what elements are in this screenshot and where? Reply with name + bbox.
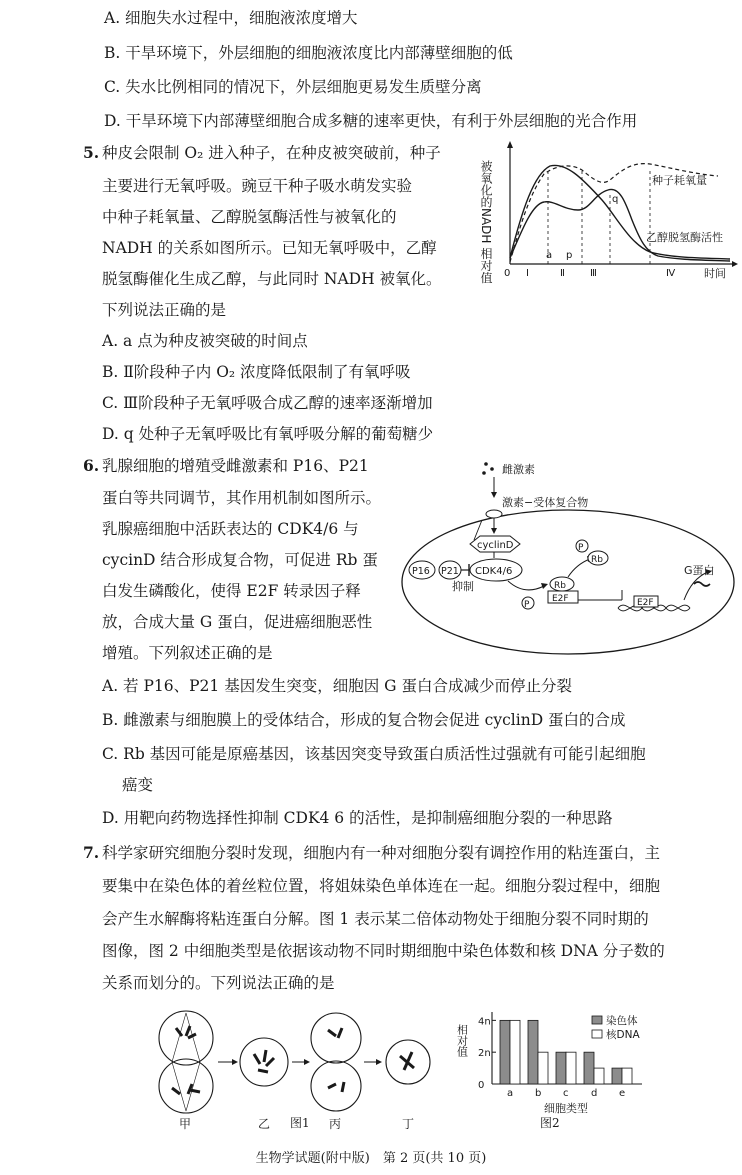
q5-stem-line: 下列说法正确的是 bbox=[102, 301, 227, 319]
chromosomes-ding bbox=[400, 1052, 414, 1070]
q6-option-b: B. 雌激素与细胞膜上的受体结合，形成的复合物会促进 cyclinD 蛋白的合成 bbox=[102, 711, 626, 729]
q4-option-b: B. 干旱环境下，外层细胞的细胞液浓度比内部薄壁细胞的低 bbox=[104, 44, 513, 62]
rb-free-label: Rb bbox=[591, 555, 603, 565]
chart-bar-b-dna bbox=[538, 1052, 548, 1084]
chart-category-label: c bbox=[563, 1088, 569, 1099]
chart-category-label: d bbox=[591, 1088, 598, 1099]
chart-ytick-label: 2n bbox=[478, 1048, 491, 1060]
q7-number: 7. bbox=[83, 843, 100, 862]
q5-option-b: B. Ⅱ阶段种子内 O₂ 浓度降低限制了有氧呼吸 bbox=[102, 363, 411, 381]
estrogen-dot bbox=[484, 462, 488, 466]
arrow-head bbox=[541, 583, 548, 589]
q6-stem-line: 放，合成大量 G 蛋白，促进癌细胞恶性 bbox=[102, 613, 373, 631]
q5-stage-3: Ⅲ bbox=[590, 268, 597, 279]
arrow-head bbox=[304, 1059, 310, 1065]
chromosomes-yi bbox=[254, 1050, 274, 1072]
legend-chromosome: 染色体 bbox=[606, 1015, 638, 1027]
q5-stem-line: 主要进行无氧呼吸。豌豆干种子吸水萌发实验 bbox=[102, 177, 413, 195]
q5-option-c: C. Ⅲ阶段种子无氧呼吸合成乙醇的速率逐渐增加 bbox=[102, 394, 433, 412]
arrow-cdk-rb bbox=[508, 581, 544, 590]
q6-option-c-cont: 癌变 bbox=[122, 776, 154, 794]
q5-ylabel: 被氧化的NADH 相对值 bbox=[479, 160, 493, 284]
page-footer: 生物学试题(附中版) 第 2 页(共 10 页) bbox=[255, 1151, 487, 1166]
rb-label: Rb bbox=[554, 581, 566, 591]
chart-bar-a-dna bbox=[510, 1020, 520, 1084]
cell-bing-top bbox=[311, 1013, 361, 1063]
q6-stem-line: 白发生磷酸化，使得 E2F 转录因子释 bbox=[102, 582, 361, 600]
legend-chromosome-swatch bbox=[592, 1016, 602, 1024]
chart-ytick-label: 0 bbox=[478, 1080, 485, 1091]
chart-bar-e-chromosome bbox=[612, 1068, 622, 1084]
legend-dna: 核DNA bbox=[606, 1029, 640, 1041]
phosphate-label-2: P bbox=[578, 543, 584, 553]
q5-stage-1: Ⅰ bbox=[526, 268, 529, 279]
estrogen-dot bbox=[482, 471, 486, 475]
fig1-label-ding: 丁 bbox=[402, 1117, 415, 1131]
g-protein-label: G蛋白 bbox=[684, 564, 715, 577]
q5-point-a: a bbox=[546, 250, 553, 261]
arrow-release bbox=[568, 559, 590, 577]
cell-jia-bottom bbox=[159, 1059, 213, 1113]
q7-stem-line: 会产生水解酶将粘连蛋白分解。图 1 表示某二倍体动物处于细胞分裂不同时期的 bbox=[102, 910, 649, 928]
chromosomes-jia bbox=[172, 1026, 200, 1094]
estrogen-dot bbox=[490, 467, 494, 471]
q6-option-a: A. 若 P16、P21 基因发生突变，细胞因 G 蛋白合成减少而停止分裂 bbox=[102, 677, 572, 695]
p16-label: P16 bbox=[412, 566, 430, 577]
q5-curve-figure bbox=[479, 140, 740, 288]
g-protein-shape bbox=[694, 582, 710, 586]
chart-bar-b-chromosome bbox=[528, 1020, 538, 1084]
q5-option-a: A. a 点为种皮被突破的时间点 bbox=[102, 332, 308, 350]
q6-stem-line: 增殖。下列叙述正确的是 bbox=[102, 644, 273, 662]
q5-curve1-label: 种子耗氧量 bbox=[652, 174, 707, 187]
arrow-head bbox=[232, 1059, 238, 1065]
q5-origin: 0 bbox=[504, 268, 511, 279]
q6-stem-line: 蛋白等共同调节，其作用机制如图所示。 bbox=[102, 489, 382, 507]
q5-stage-4: Ⅳ bbox=[666, 268, 676, 279]
q5-xlabel: 时间 bbox=[704, 267, 726, 280]
arrow-head bbox=[491, 528, 497, 534]
q7-stem-line: 关系而划分的。下列说法正确的是 bbox=[102, 974, 335, 992]
spindle-jia bbox=[172, 1013, 200, 1111]
q6-option-c: C. Rb 基因可能是原癌基因，该基因突变导致蛋白质活性过强就有可能引起细胞 bbox=[102, 745, 646, 763]
q6-pathway-figure bbox=[398, 460, 738, 658]
q5-curve2-label: 乙醇脱氢酶活性 bbox=[646, 231, 723, 244]
cell-bing-bottom bbox=[311, 1061, 361, 1111]
chart-category-label: a bbox=[507, 1088, 514, 1099]
q5-stem-line: NADH 的关系如图所示。已知无氧呼吸中，乙醇 bbox=[102, 239, 437, 257]
e2f-bound-label: E2F bbox=[637, 598, 654, 608]
q4-option-a: A. 细胞失水过程中，细胞液浓度增大 bbox=[104, 9, 358, 27]
q5-point-p: p bbox=[566, 250, 573, 261]
q6-number: 6. bbox=[83, 456, 100, 475]
chart-ylabel: 相对值 bbox=[455, 1024, 469, 1057]
cyclind-label: cyclinD bbox=[477, 540, 514, 551]
q5-stem-line: 种皮会限制 O₂ 进入种子，在种皮被突破前，种子 bbox=[102, 144, 441, 162]
q5-point-q: q bbox=[612, 194, 619, 205]
q7-stem-line: 图像，图 2 中细胞类型是依据该动物不同时期细胞中染色体数和核 DNA 分子数的 bbox=[102, 942, 665, 960]
arrow-head bbox=[491, 492, 497, 498]
chromosomes-bing bbox=[328, 1028, 344, 1092]
q4-option-d: D. 干旱环境下内部薄壁细胞合成多糖的速率更快，有利于外层细胞的光合作用 bbox=[104, 112, 638, 130]
chart-xlabel: 细胞类型 bbox=[544, 1102, 588, 1115]
q7-stem-line: 科学家研究细胞分裂时发现，细胞内有一种对细胞分裂有调控作用的粘连蛋白，主 bbox=[102, 844, 661, 862]
q6-stem-line: cycinD 结合形成复合物，可促进 Rb 蛋 bbox=[102, 551, 378, 569]
q5-option-d: D. q 处种子无氧呼吸比有氧呼吸分解的葡萄糖少 bbox=[102, 425, 434, 443]
arrow-head bbox=[376, 1059, 382, 1065]
chart-category-label: b bbox=[535, 1088, 542, 1099]
q6-option-d: D. 用靶向药物选择性抑制 CDK4 6 的活性，是抑制癌细胞分裂的一种思路 bbox=[102, 809, 613, 827]
e2f-label: E2F bbox=[552, 594, 569, 604]
cell-jia-top bbox=[159, 1011, 213, 1065]
q5-nadh-curve bbox=[510, 189, 730, 261]
chart-bar-a-chromosome bbox=[500, 1020, 510, 1084]
fig1-label-jia: 甲 bbox=[179, 1117, 192, 1131]
q5-number: 5. bbox=[83, 143, 100, 162]
q5-stem-line: 脱氢酶催化生成乙醇，与此同时 NADH 被氧化。 bbox=[102, 270, 442, 288]
estrogen-label: 雌激素 bbox=[502, 463, 535, 476]
fig2-caption: 图2 bbox=[540, 1116, 560, 1130]
q5-stem-line: 中种子耗氧量、乙醇脱氢酶活性与被氧化的 bbox=[102, 208, 397, 226]
q6-stem-line: 乳腺癌细胞中活跃表达的 CDK4/6 与 bbox=[102, 520, 359, 538]
cdk46-label: CDK4/6 bbox=[475, 566, 513, 577]
chart-bar-c-chromosome bbox=[556, 1052, 566, 1084]
q5-y-arrow bbox=[507, 141, 513, 148]
q7-stem-line: 要集中在染色体的着丝粒位置，将姐妹染色单体连在一起。细胞分裂过程中，细胞 bbox=[102, 877, 661, 895]
chart-bar-d-dna bbox=[594, 1068, 604, 1084]
inhibit-label: 抑制 bbox=[452, 580, 474, 593]
q4-option-c: C. 失水比例相同的情况下，外层细胞更易发生质壁分离 bbox=[104, 78, 482, 96]
complex-label: 激素−受体复合物 bbox=[502, 496, 589, 509]
legend-dna-swatch bbox=[592, 1030, 602, 1038]
fig1-caption: 图1 bbox=[290, 1116, 310, 1130]
fig1-label-bing: 丙 bbox=[329, 1117, 342, 1131]
p21-label: P21 bbox=[441, 566, 459, 577]
q7-fig2-chart bbox=[452, 1008, 702, 1118]
chart-category-label: e bbox=[619, 1088, 626, 1099]
chart-bar-e-dna bbox=[622, 1068, 632, 1084]
chart-bar-d-chromosome bbox=[584, 1052, 594, 1084]
fig1-label-yi: 乙 bbox=[258, 1117, 271, 1131]
q5-stage-2: Ⅱ bbox=[560, 268, 565, 279]
receptor-shape bbox=[486, 510, 502, 518]
phosphate-label: P bbox=[524, 600, 530, 610]
chart-ytick-label: 4n bbox=[478, 1016, 491, 1028]
q5-x-arrow bbox=[732, 261, 738, 267]
q6-stem-line: 乳腺细胞的增殖受雌激素和 P16、P21 bbox=[102, 457, 369, 475]
chart-bar-c-dna bbox=[566, 1052, 576, 1084]
